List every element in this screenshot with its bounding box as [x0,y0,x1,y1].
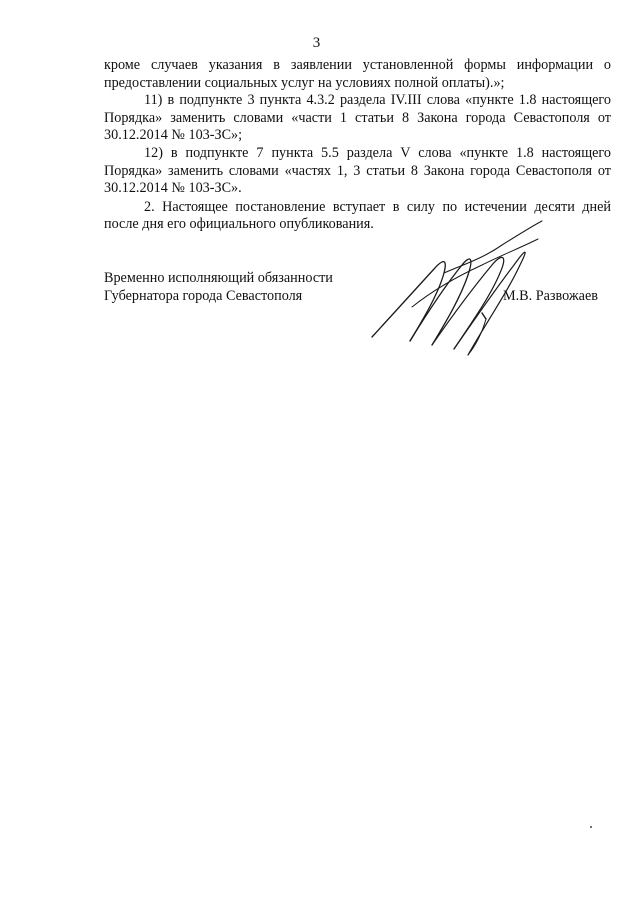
paragraph-item-12: 12) в подпункте 7 пункта 5.5 раздела V слова «пункте 1.8 настоящего Порядка» заменить словами «частях 1, 3 статьи 8 Закона города Севастополя от 30.12.2014 № 103-ЗС». [104,144,611,197]
page-dot-mark [590,826,592,828]
handwritten-signature-icon [352,195,552,385]
paragraph-item-11: 11) в подпункте 3 пункта 4.3.2 раздела IV.III слова «пункте 1.8 настоящего Порядка» заменить словами «части 1 статьи 8 Закона города Севастополя от 30.12.2014 № 103-ЗС»; [104,92,611,144]
paragraph-entry-into-force: 2. Настоящее постановление вступает в силу по истечении десяти дней после дня его официального опубликования. [104,198,611,233]
signer-name: М.В. Развожаев [503,288,598,304]
signer-position-line-2: Губернатора города Севастополя [104,287,303,304]
signer-position-line-1: Временно исполняющий обязанности [104,270,333,286]
page-number: 3 [312,35,321,51]
signer-position [104,270,384,305]
paragraph-continuation: кроме случаев указания в заявлении установленной формы информации о предоставлении социальных услуг на условиях полной оплаты).»; [104,57,611,91]
